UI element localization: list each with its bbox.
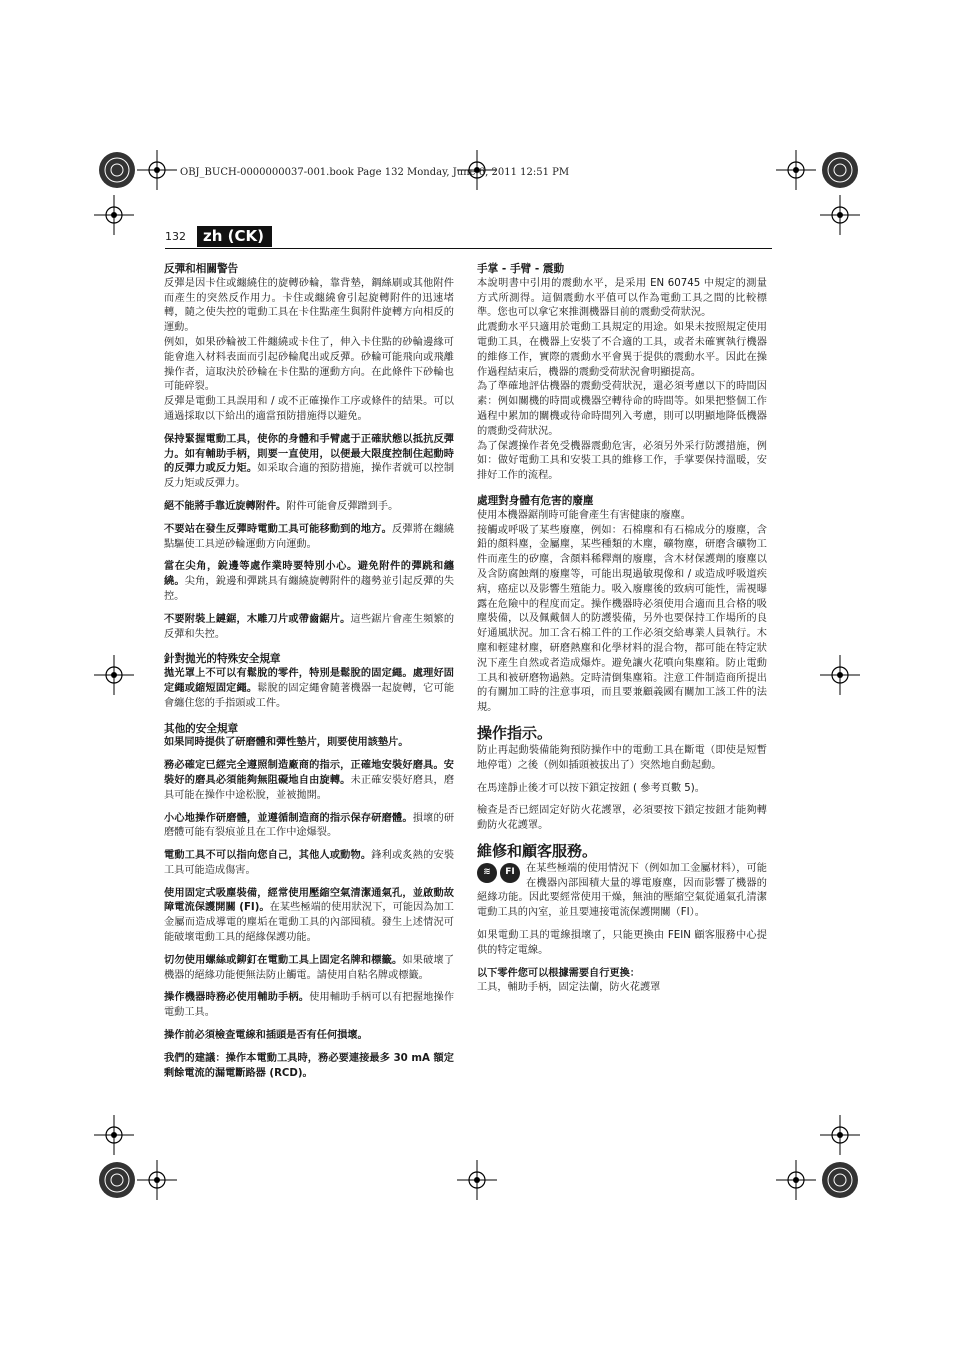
rule-paragraph <box>164 736 454 751</box>
rule-text: 鋒利或炙熱的安裝工具可能造成傷害。 <box>164 850 455 876</box>
paragraph-bold: 以下零件您可以根據需要自行更換： <box>477 967 640 979</box>
registration-mark-top-left <box>137 150 177 190</box>
rule-bold: 務必確定已經完全遵照制造廠商的指示，正確地安裝好磨具。安裝好的磨具必須能夠無阻礙地自由旋轉。 <box>164 760 454 786</box>
registration-mark-left-upper <box>94 195 134 235</box>
rule-bold: 操作前必須檢查電線和插頭是否有任何損壞。 <box>164 1030 368 1042</box>
rule-text: 反彈將在纏繞點驅使工具逆砂輪運動方向運動。 <box>164 523 455 550</box>
rule-text: 這些鋸片會產生頻繁的反彈和失控。 <box>164 613 455 640</box>
left-column <box>164 260 454 1089</box>
rule-paragraph <box>164 560 454 604</box>
rule-paragraph <box>164 954 454 984</box>
rule-text: 損壞的研磨體可能有裂痕並且在工作中途爆裂。 <box>164 812 455 839</box>
registration-mark-bottom-center <box>457 1160 497 1200</box>
paragraph: 如果電動工具的電線損壞了，只能更換由 FEIN 顧客服務中心提供的特定電線。 <box>477 930 767 956</box>
section-heading-kickback: 反彈和相關警告 <box>164 263 239 275</box>
registration-mark-top-right <box>776 150 816 190</box>
rule-bold: 絕不能將手靠近旋轉附件。 <box>164 500 287 512</box>
registration-mark-bottom-left <box>137 1160 177 1200</box>
rule-paragraph <box>164 812 454 842</box>
rule-bold: 切勿使用螺絲或鉚釘在電動工具上固定名牌和標籤。 <box>164 954 403 966</box>
page-number: 132 <box>165 230 186 243</box>
registration-mark-bottom-right-outer <box>818 1158 862 1202</box>
rule-paragraph <box>164 887 454 946</box>
paragraph: 此震動水平只適用於電動工具規定的用途。如果未按照規定使用電動工具，在機器上安裝了不合適的工具，或者未確實執行機器的維修工作，實際的震動水平會異于提供的震動水平。因此在操作過程結束后，機器的震動受荷狀況會明顯提高。 <box>477 322 767 378</box>
registration-mark-top-right-outer <box>818 148 862 192</box>
rule-text: 在某些極端的使用狀況下，可能因為加工金屬而造成導電的塵垢在電動工具的內部囤積。發生上述情況可能破壞電動工具的絕緣保護功能。 <box>164 902 454 944</box>
rule-bold: 拋光罩上不可以有鬆脫的零件，特別是鬆脫的固定繩。處理好固定繩或縮短固定繩。 <box>164 668 454 694</box>
service-paragraph-text: 在某些極端的使用情況下（例如加工金屬材料），可能在機器內部囤積大量的導電廢塵，因而影響了機器的絕緣功能。因此要經常使用干燥，無油的壓縮空氣從通氣孔清潔電動工具的內室，並且要連接電流保護開關（FI）。 <box>477 862 767 919</box>
rule-text: 未正確安裝好磨具，磨具可能在操作中途松脫，並被拋開。 <box>164 774 455 801</box>
rule-bold: 如果同時提供了研磨體和彈性墊片，則要使用該墊片。 <box>164 737 409 749</box>
rule-text: 如采取合適的預防措施，操作者就可以控制反力矩或反彈力。 <box>164 463 455 490</box>
paragraph-with-icons <box>477 862 767 921</box>
header-rule <box>165 248 772 249</box>
paragraph: 為了準確地評估機器的震動受荷狀況，還必須考慮以下的時間因素：例如關機的時間或機器空轉待命的時間等。如果把整個工作過程中累加的關機或待命時間列入考慮，則可以明顯地降低機器的震動受荷狀況。 <box>477 381 767 437</box>
registration-mark-right-middle <box>820 655 860 695</box>
rule-paragraph <box>164 1052 454 1082</box>
registration-mark-top-left-outer <box>95 148 139 192</box>
rule-bold: 操作機器時務必使用輔助手柄。 <box>164 992 310 1004</box>
icon-group <box>477 863 520 883</box>
rule-bold: 保持緊握電動工具，使你的身體和手臂處于正確狀態以抵抗反彈力。如有輔助手柄，則要一直使用，以便最大限度控制住起動時的反彈力或反力矩。 <box>164 433 454 475</box>
section-heading-polishing: 針對拋光的特殊安全規章 <box>164 653 281 666</box>
paragraph: 反彈是電動工具誤用和 / 或不正確操作工序或條件的結果。可以通過採取以下給出的適當預防措施得以避免。 <box>164 396 454 422</box>
section-heading-vibration: 手掌 - 手臂 - 震動 <box>477 263 565 275</box>
rule-paragraph <box>164 991 454 1021</box>
rule-bold: 我們的建議：操作本電動工具時，務必要連接最多 30 mA 額定剩餘電流的漏電斷路器 (RCD)。 <box>164 1052 454 1079</box>
rule-text: 附件可能會反彈蹭到手。 <box>286 500 399 512</box>
registration-mark-bottom-right <box>776 1160 816 1200</box>
section-heading-dust: 處理對身體有危害的廢塵 <box>477 494 594 507</box>
rule-paragraph <box>164 759 454 803</box>
paragraph: 防止再起動裝備能夠預防操作中的電動工具在斷電（即使是短暫地停電）之後（例如插頭被拔出了）突然地自動起動。 <box>477 744 767 771</box>
compressed-air-icon: ≋ <box>477 863 497 883</box>
registration-mark-right-upper <box>820 195 860 235</box>
paragraph: 檢查是否已經固定好防火花護罩，必須要按下鎖定按鈕才能夠轉動防火花護罩。 <box>477 805 767 832</box>
print-slug-info: OBJ_BUCH-0000000037-001.book Page 132 Monday, June 6, 2011 12:51 PM <box>180 167 570 178</box>
rule-bold: 小心地操作研磨體，並遵循制造商的指示保存研磨體。 <box>164 812 413 824</box>
paragraph: 工具，輔助手柄，固定法蘭，防火花護罩 <box>477 982 661 994</box>
section-heading-service: 維修和顧客服務。 <box>477 841 598 860</box>
section-heading-other: 其他的安全規章 <box>164 722 239 735</box>
right-column <box>477 260 767 1004</box>
rule-paragraph <box>164 523 454 553</box>
rule-text: 尖角，銳邊和彈跳具有纏繞旋轉附件的趨勢並引起反彈的失控。 <box>164 576 455 602</box>
section-heading-operation: 操作指示。 <box>477 723 553 742</box>
rule-bold: 不要附裝上鏈鋸，木雕刀片或帶齒鋸片。 <box>164 613 351 625</box>
paragraph: 為了保護操作者免受機器震動危害，必須另外采行防護措施，例如：做好電動工具和安裝工具的維修工作，手掌要保持溫暖，安排好工作的流程。 <box>477 440 767 482</box>
paragraph: 在馬達靜止後才可以按下鎖定按鈕 ( 參考頁數 5)。 <box>477 782 705 794</box>
rule-bold: 使用固定式吸塵裝備，經常使用壓縮空氣清潔通氣孔，並啟動故障電流保護開關 (FI)。 <box>164 887 454 914</box>
paragraph: 使用本機器鋸削時可能會產生有害健康的廢塵。 <box>477 509 691 521</box>
rule-bold: 當在尖角，銳邊等處作業時要特別小心。避免附件的彈跳和纏繞。 <box>164 561 454 588</box>
rule-text: 鬆脫的固定繩會隨著機器一起旋轉，它可能會纏住您的手指頭或工件。 <box>164 682 455 709</box>
fi-switch-icon: FI <box>500 863 520 883</box>
rule-bold: 不要站在發生反彈時電動工具可能移動到的地方。 <box>164 523 392 535</box>
rule-paragraph <box>164 500 454 515</box>
rule-paragraph <box>164 433 454 492</box>
registration-mark-right-lower <box>820 1115 860 1155</box>
rule-text: 如果破壞了機器的絕緣功能便無法防止觸電。請使用自粘名牌或標籤。 <box>164 954 455 981</box>
registration-mark-bottom-left-outer <box>95 1158 139 1202</box>
paragraph: 例如，如果砂輪被工件纏繞或卡住了，伸入卡住點的砂輪邊緣可能會進入材料表面而引起砂輪爬出或反彈。砂輪可能飛向或飛離操作者，這取決於砂輪在卡住點的運動方向。在此條件下砂輪也可能碎裂。 <box>164 336 454 393</box>
rule-paragraph <box>164 1029 454 1044</box>
rule-text: 使用輔助手柄可以有把握地操作電動工具。 <box>164 992 455 1019</box>
rule-paragraph <box>164 849 454 879</box>
rule-paragraph <box>164 613 454 643</box>
registration-mark-left-lower <box>94 1115 134 1155</box>
rule-paragraph <box>164 667 454 711</box>
paragraph: 接觸或呼吸了某些廢塵，例如：石棉塵和有石棉成分的廢塵，含鉛的顏料塵，金屬塵，某些種類的木塵，礦物塵，研磨含礦物工件而產生的矽塵，含顏料稀釋劑的廢塵，含木材保護劑的廢塵以及含防腐蝕劑的廢塵等，可能出現過敏現像和 / 或造成呼吸道疾病，癌症以及影響生殖能力。吸入廢塵後的致病可能性，需視曝露在危險中的程度而定。操作機器時必須使用合適而且合格的吸塵裝備，以及佩戴個人的防護裝備，另外也要保持工作場所的良好通風狀況。加工含石棉工件的工作必須交給專業人員執行。木塵和輕建材塵，研磨熱塵和化學材料的混合物，都可能在特定狀況下產生自然或者造成爆炸。避免讓火花噴向集塵箱。防止電動工具和被研磨物過熱。定時清倒集塵箱。注意工件制造商所提出的有關加工時的注意事項，而且要兼顧義國有關加工該工件的法規。 <box>477 524 767 714</box>
paragraph: 反彈是因卡住或纏繞住的旋轉砂輪，靠背墊，鋼絲刷或其他附件而產生的突然反作用力。卡住或纏繞會引起旋轉附件的迅速堵轉，隨之使失控的電動工具在卡住點產生與附件旋轉方向相反的運動。 <box>164 277 454 334</box>
paragraph: 本說明書中引用的震動水平，是采用 EN 60745 中規定的測量方式所測得。這個震動水平值可以作為電動工具之間的比較標準。您也可以拿它來推測機器目前的震動受荷狀況。 <box>477 277 767 319</box>
language-badge: zh (CK) <box>197 226 272 247</box>
rule-bold: 電動工具不可以指向您自己，其他人或動物。 <box>164 850 372 862</box>
registration-mark-left-middle <box>94 655 134 695</box>
